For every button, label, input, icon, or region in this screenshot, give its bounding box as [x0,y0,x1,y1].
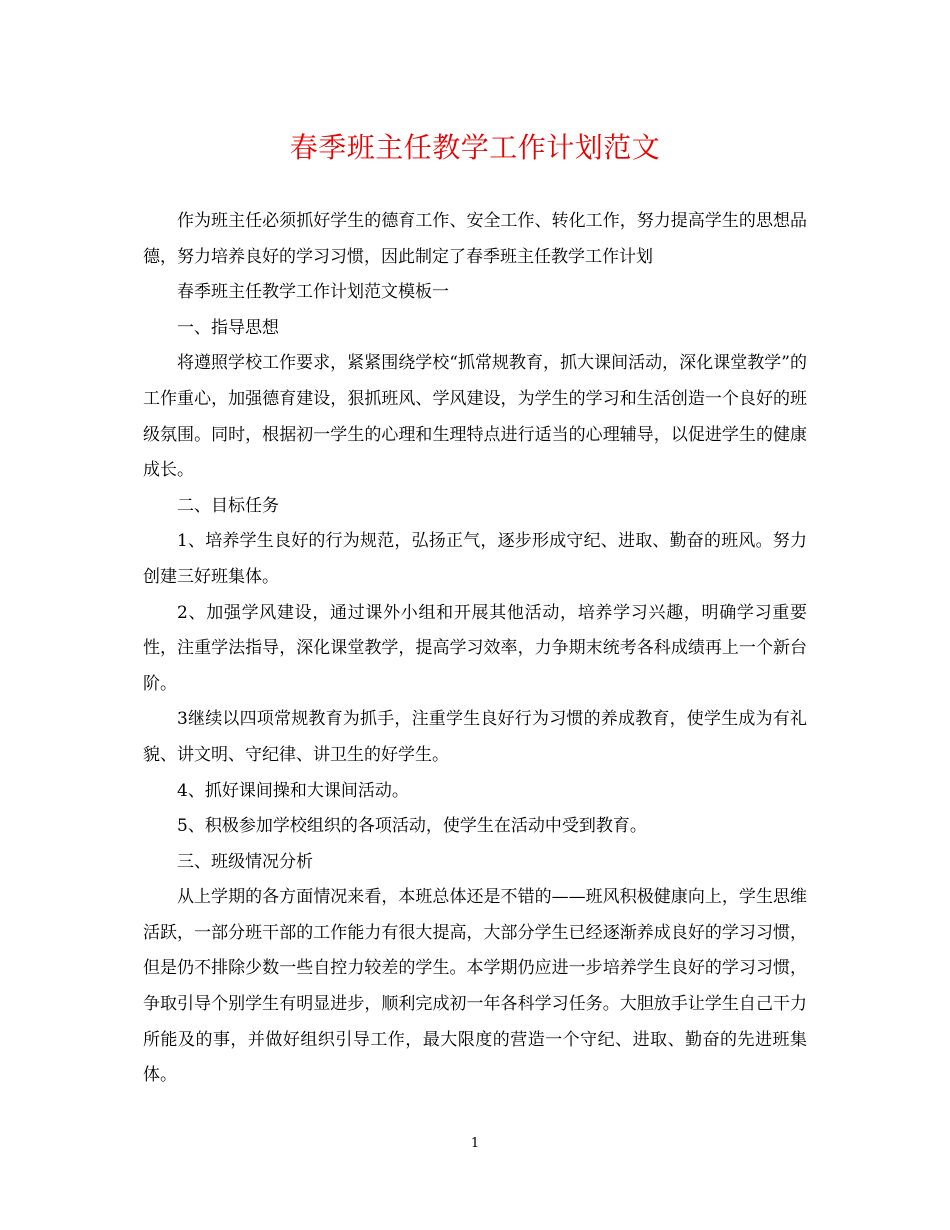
document-title: 春季班主任教学工作计划范文 [289,131,661,164]
paragraph-guiding-thought: 将遵照学校工作要求，紧紧围绕学校“抓常规教育，抓大课间活动，深化课堂教学”的工作重心，加强德育建设，狠抓班风、学风建设，为学生的学习和生活创造一个良好的班级氛围。同时，根据初一学生的心理和生理特点进行适当的心理辅导，以促进学生的健康成长。 [143,353,807,481]
goal-item-4: 4、抓好课间操和大课间活动。 [177,780,409,801]
section-heading-guiding-thought: 一、指导思想 [177,317,279,338]
goal-item-5: 5、积极参加学校组织的各项活动，使学生在活动中受到教育。 [177,816,647,837]
paragraph-intro: 作为班主任必须抓好学生的德育工作、安全工作、转化工作，努力提高学生的思想品德，努力培养良好的学习习惯，因此制定了春季班主任教学工作计划 [143,211,807,267]
section-heading-goals: 二、目标任务 [177,495,279,516]
goal-item-3: 3继续以四项常规教育为抓手，注重学生良好行为习惯的养成教育，使学生成为有礼貌、讲文明、守纪律、讲卫生的好学生。 [143,709,807,765]
paragraph-template-heading: 春季班主任教学工作计划范文模板一 [177,282,449,303]
page-number: 1 [470,1136,480,1151]
section-heading-class-analysis: 三、班级情况分析 [177,851,313,872]
goal-item-2: 2、加强学风建设，通过课外小组和开展其他活动，培养学习兴趣，明确学习重要性，注重学法指导，深化课堂教学，提高学习效率，力争期末统考各科成绩再上一个新台阶。 [143,602,807,694]
paragraph-class-analysis: 从上学期的各方面情况来看，本班总体还是不错的——班风积极健康向上，学生思维活跃，一部分班干部的工作能力有很大提高，大部分学生已经逐渐养成良好的学习习惯，但是仍不排除少数一些自控力较差的学生。本学期仍应进一步培养学生良好的学习习惯，争取引导个别学生有明显进步，顺利完成初一年各科学习任务。大胆放手让学生自己干力所能及的事，并做好组织引导工作，最大限度的营造一个守纪、进取、勤奋的先进班集体。 [143,887,807,1086]
goal-item-1: 1、培养学生良好的行为规范，弘扬正气，逐步形成守纪、进取、勤奋的班风。努力创建三好班集体。 [143,531,807,587]
document-body [143,204,807,1094]
